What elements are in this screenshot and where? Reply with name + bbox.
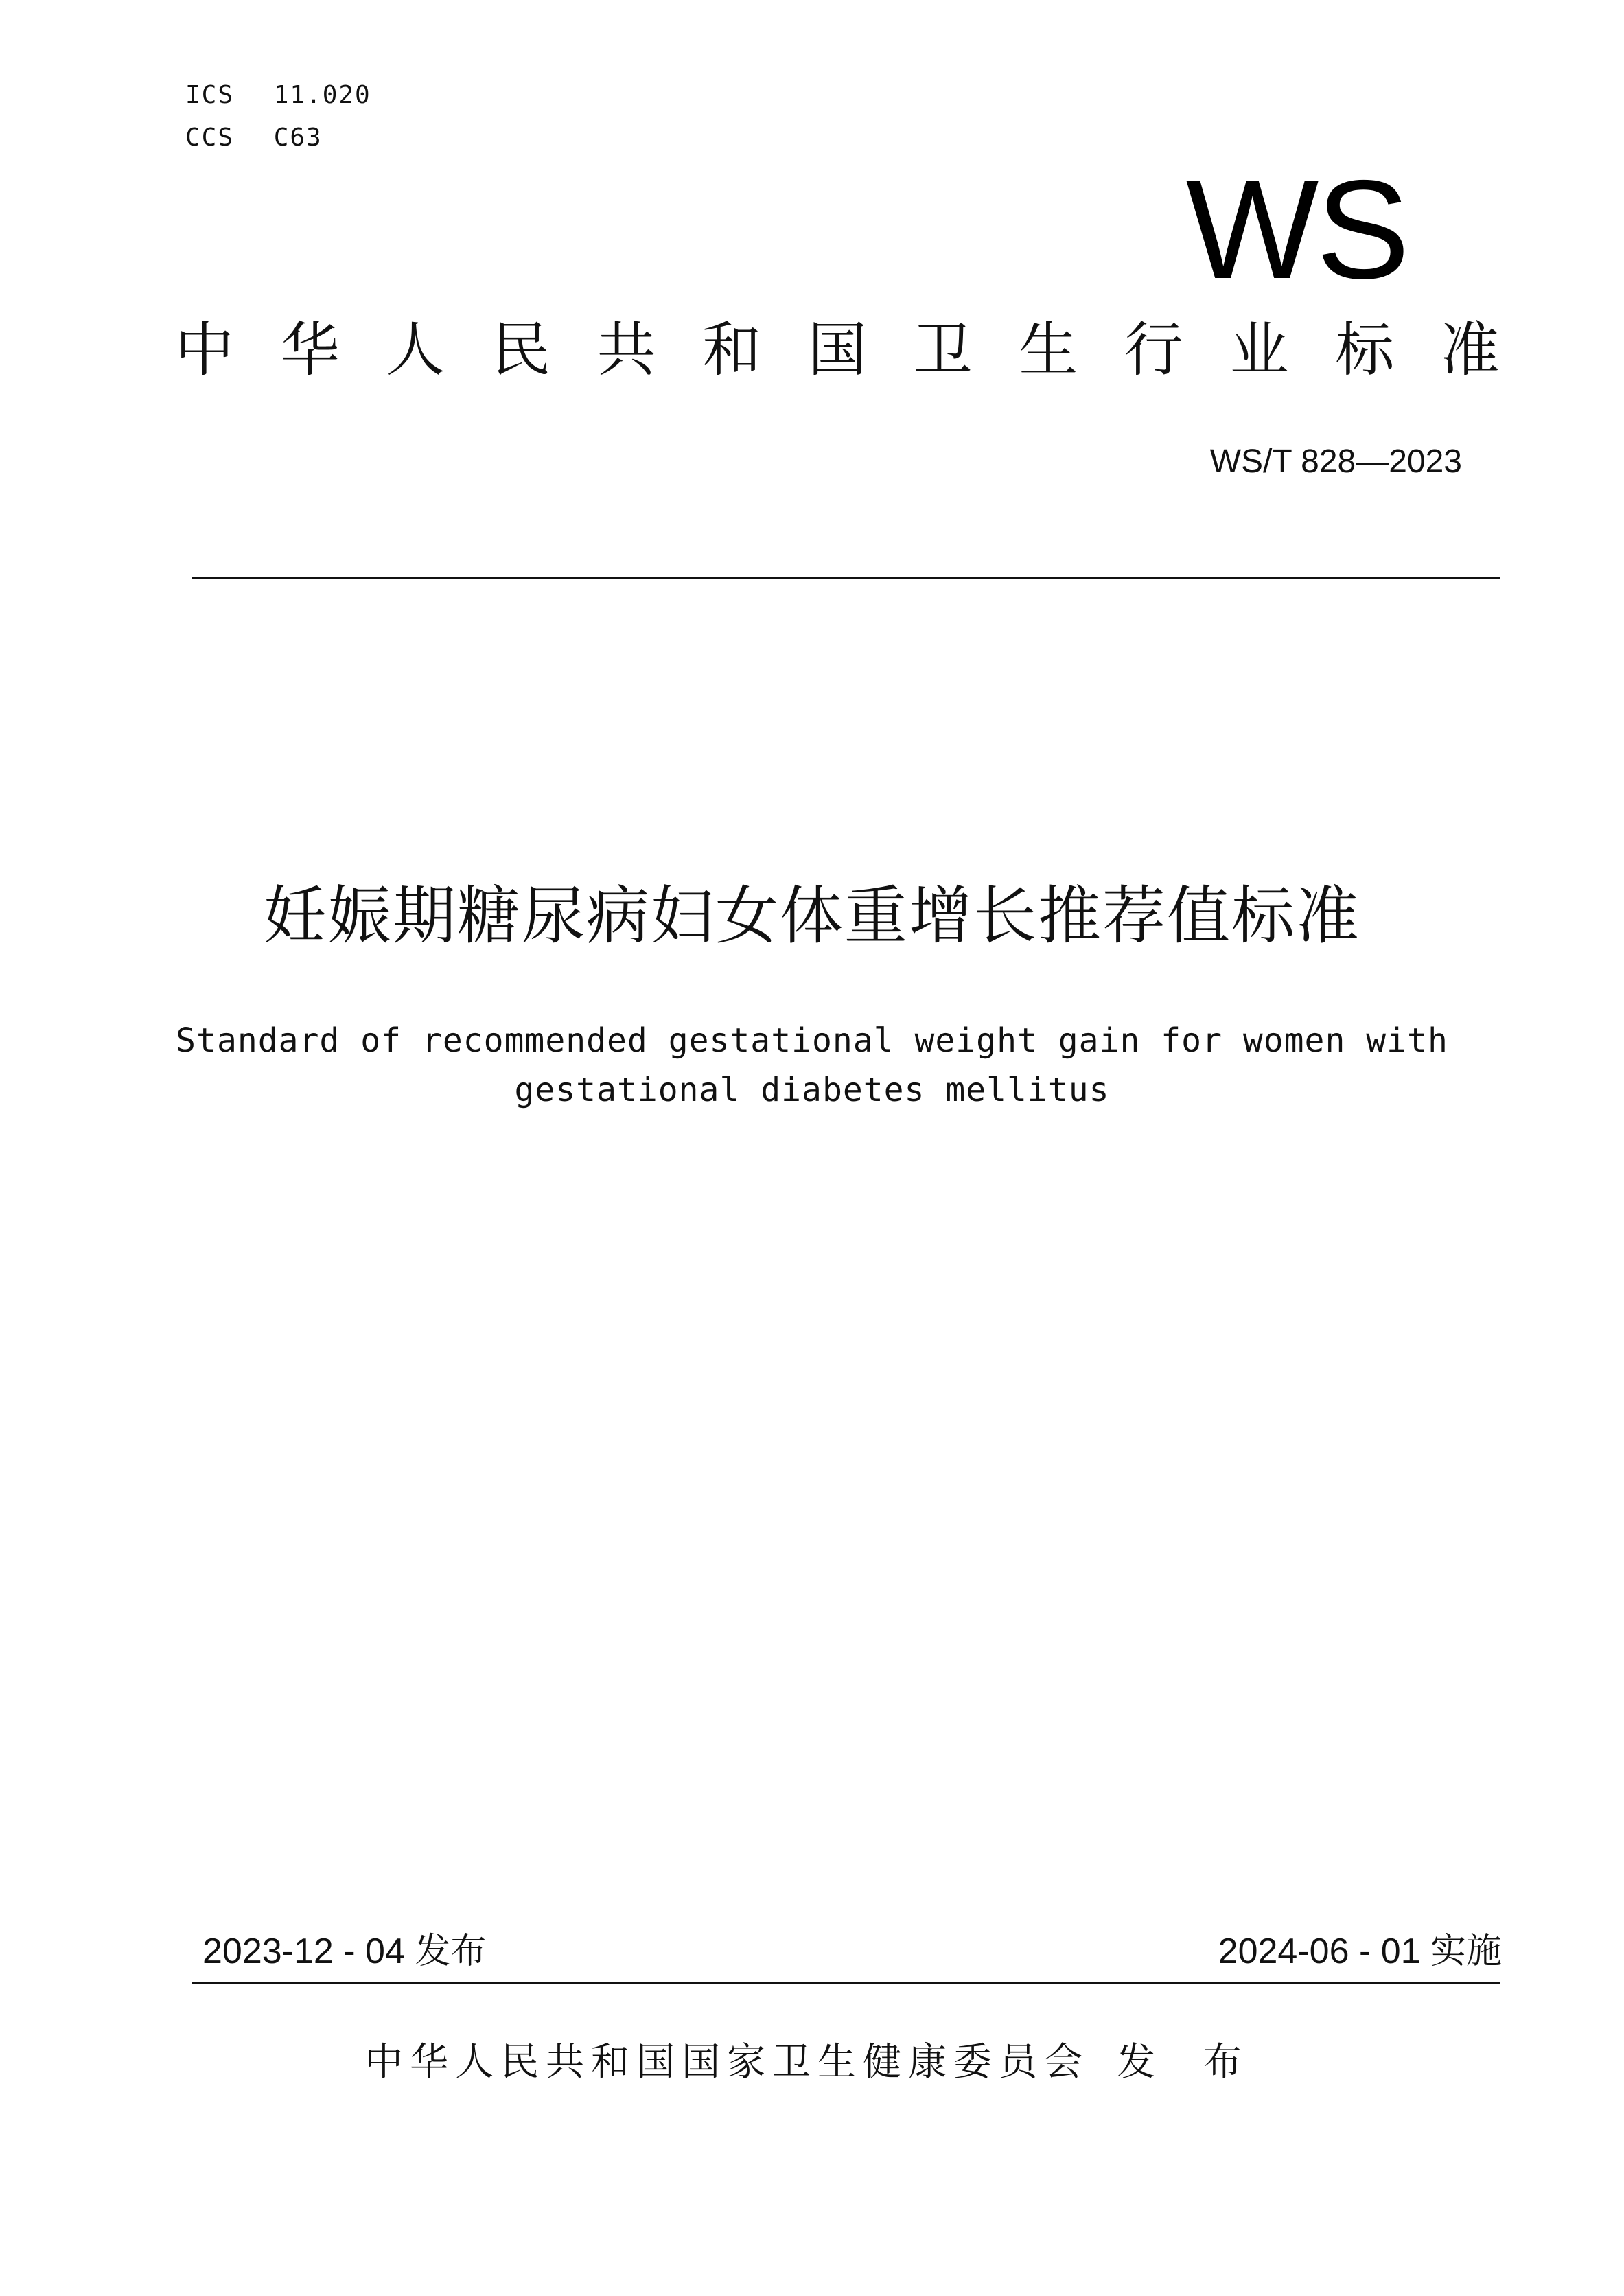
- heading-char: 业: [1229, 316, 1289, 384]
- ws-logo: WS: [1185, 151, 1407, 308]
- title-english-line-2: gestational diabetes mellitus: [514, 1071, 1110, 1109]
- publisher-name: 中华人民共和国国家卫生健康委员会: [364, 2040, 1090, 2085]
- heading-char: 和: [702, 316, 762, 384]
- heading-char: 卫: [913, 316, 973, 384]
- standard-type-heading: [175, 312, 1500, 388]
- footer-divider: [192, 1982, 1500, 1984]
- standard-number: WS/T 828—2023: [1209, 443, 1462, 480]
- heading-char: 共: [596, 316, 656, 384]
- heading-char: 中: [175, 316, 234, 384]
- implementation-date: 2024-06 - 01 实施: [1218, 1932, 1502, 1971]
- heading-char: 行: [1124, 316, 1183, 384]
- heading-char: 准: [1440, 316, 1500, 384]
- heading-char: 华: [280, 316, 340, 384]
- ccs-classification: [185, 124, 323, 152]
- header-divider: [192, 577, 1500, 579]
- ics-value: 11.020: [273, 81, 371, 109]
- heading-char: 生: [1019, 316, 1078, 384]
- heading-char: 人: [386, 316, 445, 384]
- ics-classification: [185, 81, 371, 109]
- publisher: [0, 2032, 1624, 2087]
- heading-char: 民: [491, 316, 550, 384]
- ccs-label: CCS: [185, 124, 235, 152]
- title-english: [0, 1016, 1624, 1115]
- title-english-line-1: Standard of recommended gestational weight gain for women with: [176, 1021, 1448, 1060]
- heading-char: 标: [1335, 316, 1395, 384]
- ics-label: ICS: [185, 81, 235, 109]
- ccs-value: C63: [273, 124, 323, 152]
- heading-char: 国: [807, 316, 867, 384]
- issue-date: 2023-12 - 04 发布: [202, 1932, 487, 1971]
- title-chinese: 妊娠期糖尿病妇女体重增长推荐值标准: [263, 879, 1360, 953]
- publisher-verb: 发 布: [1117, 2040, 1260, 2085]
